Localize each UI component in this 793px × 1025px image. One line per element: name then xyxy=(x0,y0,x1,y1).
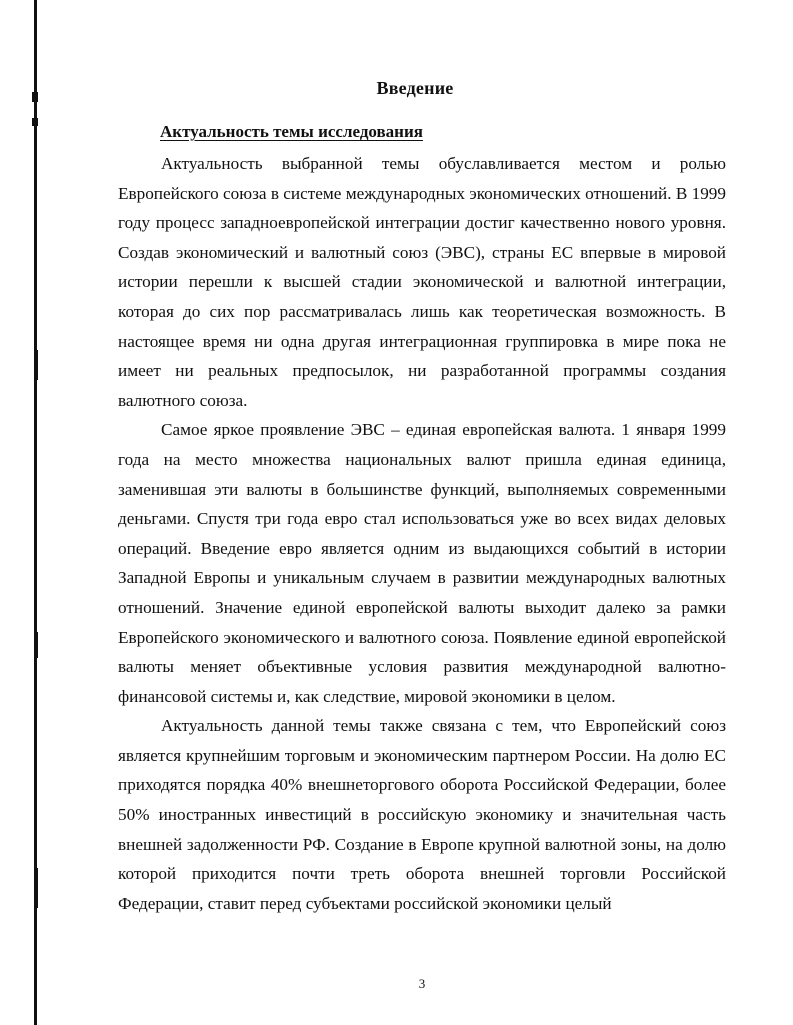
scan-mark xyxy=(34,632,38,658)
scan-mark xyxy=(32,92,38,102)
page-number: 3 xyxy=(418,976,426,991)
scan-mark xyxy=(34,350,38,380)
page-title: Введение xyxy=(376,78,454,98)
section-heading: Актуальность темы исследования xyxy=(160,122,423,141)
paragraph-1: Актуальность выбранной темы обуславливается местом и ролью Европейского союза в системе международных экономических отношений. В 1999 году процесс западноевропейской интеграции достиг качественно нового уровня. Создав экономический и валютный союз (ЭВС), страны ЕС впервые в мировой истории перешли к высшей стадии экономической и валютной интеграции, которая до сих пор рассматривалась лишь как теоретическая возможность. В настоящее время ни одна другая интеграционная группировка в мире пока не имеет ни реальных предпосылок, ни разработанной программы создания валютного союза. xyxy=(118,154,726,410)
scan-mark xyxy=(34,868,38,908)
document-body xyxy=(118,149,726,918)
paragraph-2: Самое яркое проявление ЭВС – единая европейская валюта. 1 января 1999 года на место множества национальных валют пришла единая единица, заменившая эти валюты в большинстве функций, выполняемых современными деньгами. Спустя три года евро стал использоваться уже во всех видах деловых операций. Введение евро является одним из выдающихся событий в истории Западной Европы и уникальным случаем в развитии международных валютных отношений. Значение единой европейской валюты выходит далеко за рамки Европейского экономического и валютного союза. Появление единой европейской валюты меняет объективные условия развития международной валютно-финансовой системы и, как следствие, мировой экономики в целом. xyxy=(118,420,726,706)
scan-mark xyxy=(32,118,38,126)
document-page xyxy=(118,0,726,1025)
paragraph-3: Актуальность данной темы также связана с тем, что Европейский союз является крупнейшим торговым и экономическим партнером России. На долю ЕС приходятся порядка 40% внешнеторгового оборота Российской Федерации, более 50% иностранных инвестиций в российскую экономику и значительная часть внешней задолженности РФ. Создание в Европе крупной валютной зоны, на долю которой приходится почти треть оборота внешней торговли Российской Федерации, ставит перед субъектами российской экономики целый xyxy=(118,716,726,913)
